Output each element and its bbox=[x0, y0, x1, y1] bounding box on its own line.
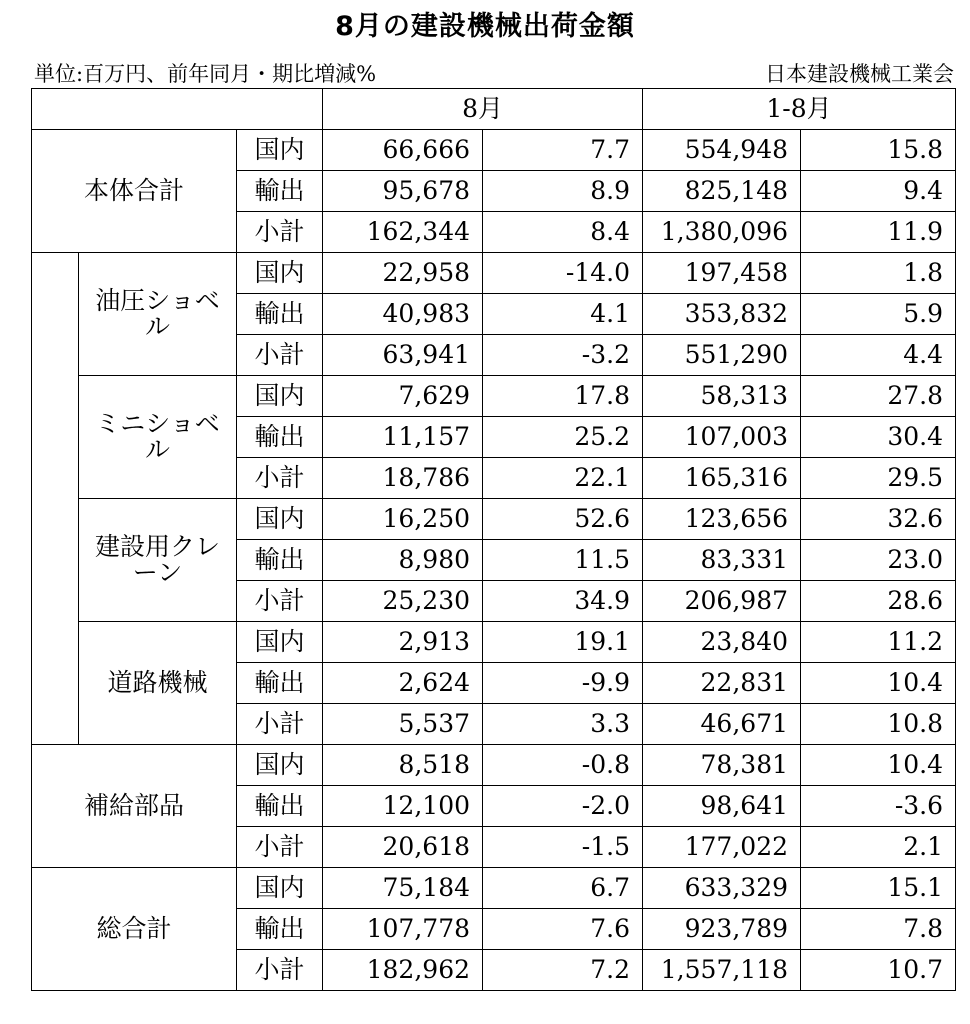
row-sublabel: 小計 bbox=[237, 704, 323, 745]
ytd-change-pct: 28.6 bbox=[801, 581, 956, 622]
header-blank bbox=[32, 89, 323, 130]
shipment-table bbox=[31, 88, 956, 991]
month-change-pct: -3.2 bbox=[483, 335, 643, 376]
month-value: 16,250 bbox=[323, 499, 483, 540]
month-change-pct: 8.9 bbox=[483, 171, 643, 212]
month-change-pct: -2.0 bbox=[483, 786, 643, 827]
row-sublabel: 国内 bbox=[237, 622, 323, 663]
ytd-value: 23,840 bbox=[643, 622, 801, 663]
ytd-value: 353,832 bbox=[643, 294, 801, 335]
month-value: 20,618 bbox=[323, 827, 483, 868]
ytd-change-pct: 10.4 bbox=[801, 663, 956, 704]
month-change-pct: -0.8 bbox=[483, 745, 643, 786]
row-sublabel: 小計 bbox=[237, 458, 323, 499]
category-label: ミニショベル bbox=[79, 376, 237, 499]
ytd-change-pct: 27.8 bbox=[801, 376, 956, 417]
month-value: 11,157 bbox=[323, 417, 483, 458]
month-value: 7,629 bbox=[323, 376, 483, 417]
month-value: 12,100 bbox=[323, 786, 483, 827]
row-sublabel: 国内 bbox=[237, 745, 323, 786]
row-sublabel: 小計 bbox=[237, 212, 323, 253]
ytd-change-pct: 4.4 bbox=[801, 335, 956, 376]
row-sublabel: 小計 bbox=[237, 827, 323, 868]
ytd-change-pct: 32.6 bbox=[801, 499, 956, 540]
ytd-value: 551,290 bbox=[643, 335, 801, 376]
ytd-change-pct: 2.1 bbox=[801, 827, 956, 868]
ytd-change-pct: 5.9 bbox=[801, 294, 956, 335]
month-change-pct: 17.8 bbox=[483, 376, 643, 417]
indent-cell bbox=[32, 253, 79, 745]
table-row bbox=[32, 376, 956, 417]
month-value: 18,786 bbox=[323, 458, 483, 499]
row-sublabel: 小計 bbox=[237, 335, 323, 376]
month-value: 63,941 bbox=[323, 335, 483, 376]
group-label: 補給部品 bbox=[32, 745, 237, 868]
header-month: 8月 bbox=[323, 89, 643, 130]
unit-note: 単位:百万円、前年同月・期比増減% bbox=[34, 62, 377, 86]
ytd-value: 46,671 bbox=[643, 704, 801, 745]
ytd-change-pct: 15.8 bbox=[801, 130, 956, 171]
ytd-change-pct: 15.1 bbox=[801, 868, 956, 909]
ytd-change-pct: 10.8 bbox=[801, 704, 956, 745]
ytd-value: 177,022 bbox=[643, 827, 801, 868]
month-change-pct: 11.5 bbox=[483, 540, 643, 581]
table-row bbox=[32, 253, 956, 294]
category-label: 道路機械 bbox=[79, 622, 237, 745]
month-value: 5,537 bbox=[323, 704, 483, 745]
ytd-value: 123,656 bbox=[643, 499, 801, 540]
ytd-change-pct: 23.0 bbox=[801, 540, 956, 581]
month-value: 2,913 bbox=[323, 622, 483, 663]
ytd-change-pct: 9.4 bbox=[801, 171, 956, 212]
ytd-value: 165,316 bbox=[643, 458, 801, 499]
table-row bbox=[32, 130, 956, 171]
month-change-pct: 3.3 bbox=[483, 704, 643, 745]
month-value: 25,230 bbox=[323, 581, 483, 622]
month-value: 162,344 bbox=[323, 212, 483, 253]
month-value: 66,666 bbox=[323, 130, 483, 171]
month-change-pct: 22.1 bbox=[483, 458, 643, 499]
ytd-change-pct: 10.4 bbox=[801, 745, 956, 786]
month-change-pct: 7.2 bbox=[483, 950, 643, 991]
category-label: 建設用クレーン bbox=[79, 499, 237, 622]
row-sublabel: 国内 bbox=[237, 130, 323, 171]
month-change-pct: 6.7 bbox=[483, 868, 643, 909]
ytd-value: 58,313 bbox=[643, 376, 801, 417]
month-value: 95,678 bbox=[323, 171, 483, 212]
row-sublabel: 国内 bbox=[237, 499, 323, 540]
month-change-pct: 52.6 bbox=[483, 499, 643, 540]
ytd-value: 206,987 bbox=[643, 581, 801, 622]
ytd-value: 107,003 bbox=[643, 417, 801, 458]
page-title: 8月の建設機械出荷金額 bbox=[335, 11, 635, 42]
group-label: 総合計 bbox=[32, 868, 237, 991]
table-row bbox=[32, 868, 956, 909]
month-change-pct: -1.5 bbox=[483, 827, 643, 868]
header-row bbox=[32, 89, 956, 130]
month-change-pct: 7.6 bbox=[483, 909, 643, 950]
row-sublabel: 輸出 bbox=[237, 294, 323, 335]
row-sublabel: 国内 bbox=[237, 376, 323, 417]
row-sublabel: 小計 bbox=[237, 581, 323, 622]
header-ytd: 1-8月 bbox=[643, 89, 956, 130]
month-change-pct: 19.1 bbox=[483, 622, 643, 663]
organization-name: 日本建設機械工業会 bbox=[765, 62, 954, 86]
table-row bbox=[32, 499, 956, 540]
ytd-change-pct: 10.7 bbox=[801, 950, 956, 991]
month-change-pct: -14.0 bbox=[483, 253, 643, 294]
month-change-pct: 25.2 bbox=[483, 417, 643, 458]
row-sublabel: 輸出 bbox=[237, 171, 323, 212]
row-sublabel: 小計 bbox=[237, 950, 323, 991]
row-sublabel: 輸出 bbox=[237, 663, 323, 704]
month-value: 107,778 bbox=[323, 909, 483, 950]
ytd-change-pct: 1.8 bbox=[801, 253, 956, 294]
ytd-change-pct: -3.6 bbox=[801, 786, 956, 827]
ytd-value: 554,948 bbox=[643, 130, 801, 171]
row-sublabel: 国内 bbox=[237, 253, 323, 294]
ytd-value: 22,831 bbox=[643, 663, 801, 704]
month-value: 2,624 bbox=[323, 663, 483, 704]
month-value: 8,980 bbox=[323, 540, 483, 581]
row-sublabel: 国内 bbox=[237, 868, 323, 909]
ytd-value: 83,331 bbox=[643, 540, 801, 581]
month-value: 40,983 bbox=[323, 294, 483, 335]
month-change-pct: 4.1 bbox=[483, 294, 643, 335]
row-sublabel: 輸出 bbox=[237, 909, 323, 950]
group-label: 本体合計 bbox=[32, 130, 237, 253]
month-change-pct: 7.7 bbox=[483, 130, 643, 171]
ytd-value: 78,381 bbox=[643, 745, 801, 786]
ytd-value: 633,329 bbox=[643, 868, 801, 909]
ytd-change-pct: 7.8 bbox=[801, 909, 956, 950]
ytd-value: 197,458 bbox=[643, 253, 801, 294]
ytd-change-pct: 30.4 bbox=[801, 417, 956, 458]
ytd-change-pct: 11.2 bbox=[801, 622, 956, 663]
ytd-value: 98,641 bbox=[643, 786, 801, 827]
month-change-pct: -9.9 bbox=[483, 663, 643, 704]
month-value: 22,958 bbox=[323, 253, 483, 294]
month-change-pct: 34.9 bbox=[483, 581, 643, 622]
month-value: 182,962 bbox=[323, 950, 483, 991]
ytd-change-pct: 29.5 bbox=[801, 458, 956, 499]
table-row bbox=[32, 745, 956, 786]
table-row bbox=[32, 622, 956, 663]
category-label: 油圧ショベル bbox=[79, 253, 237, 376]
ytd-value: 1,380,096 bbox=[643, 212, 801, 253]
row-sublabel: 輸出 bbox=[237, 786, 323, 827]
ytd-change-pct: 11.9 bbox=[801, 212, 956, 253]
row-sublabel: 輸出 bbox=[237, 540, 323, 581]
ytd-value: 1,557,118 bbox=[643, 950, 801, 991]
month-value: 75,184 bbox=[323, 868, 483, 909]
month-change-pct: 8.4 bbox=[483, 212, 643, 253]
row-sublabel: 輸出 bbox=[237, 417, 323, 458]
month-value: 8,518 bbox=[323, 745, 483, 786]
ytd-value: 825,148 bbox=[643, 171, 801, 212]
ytd-value: 923,789 bbox=[643, 909, 801, 950]
